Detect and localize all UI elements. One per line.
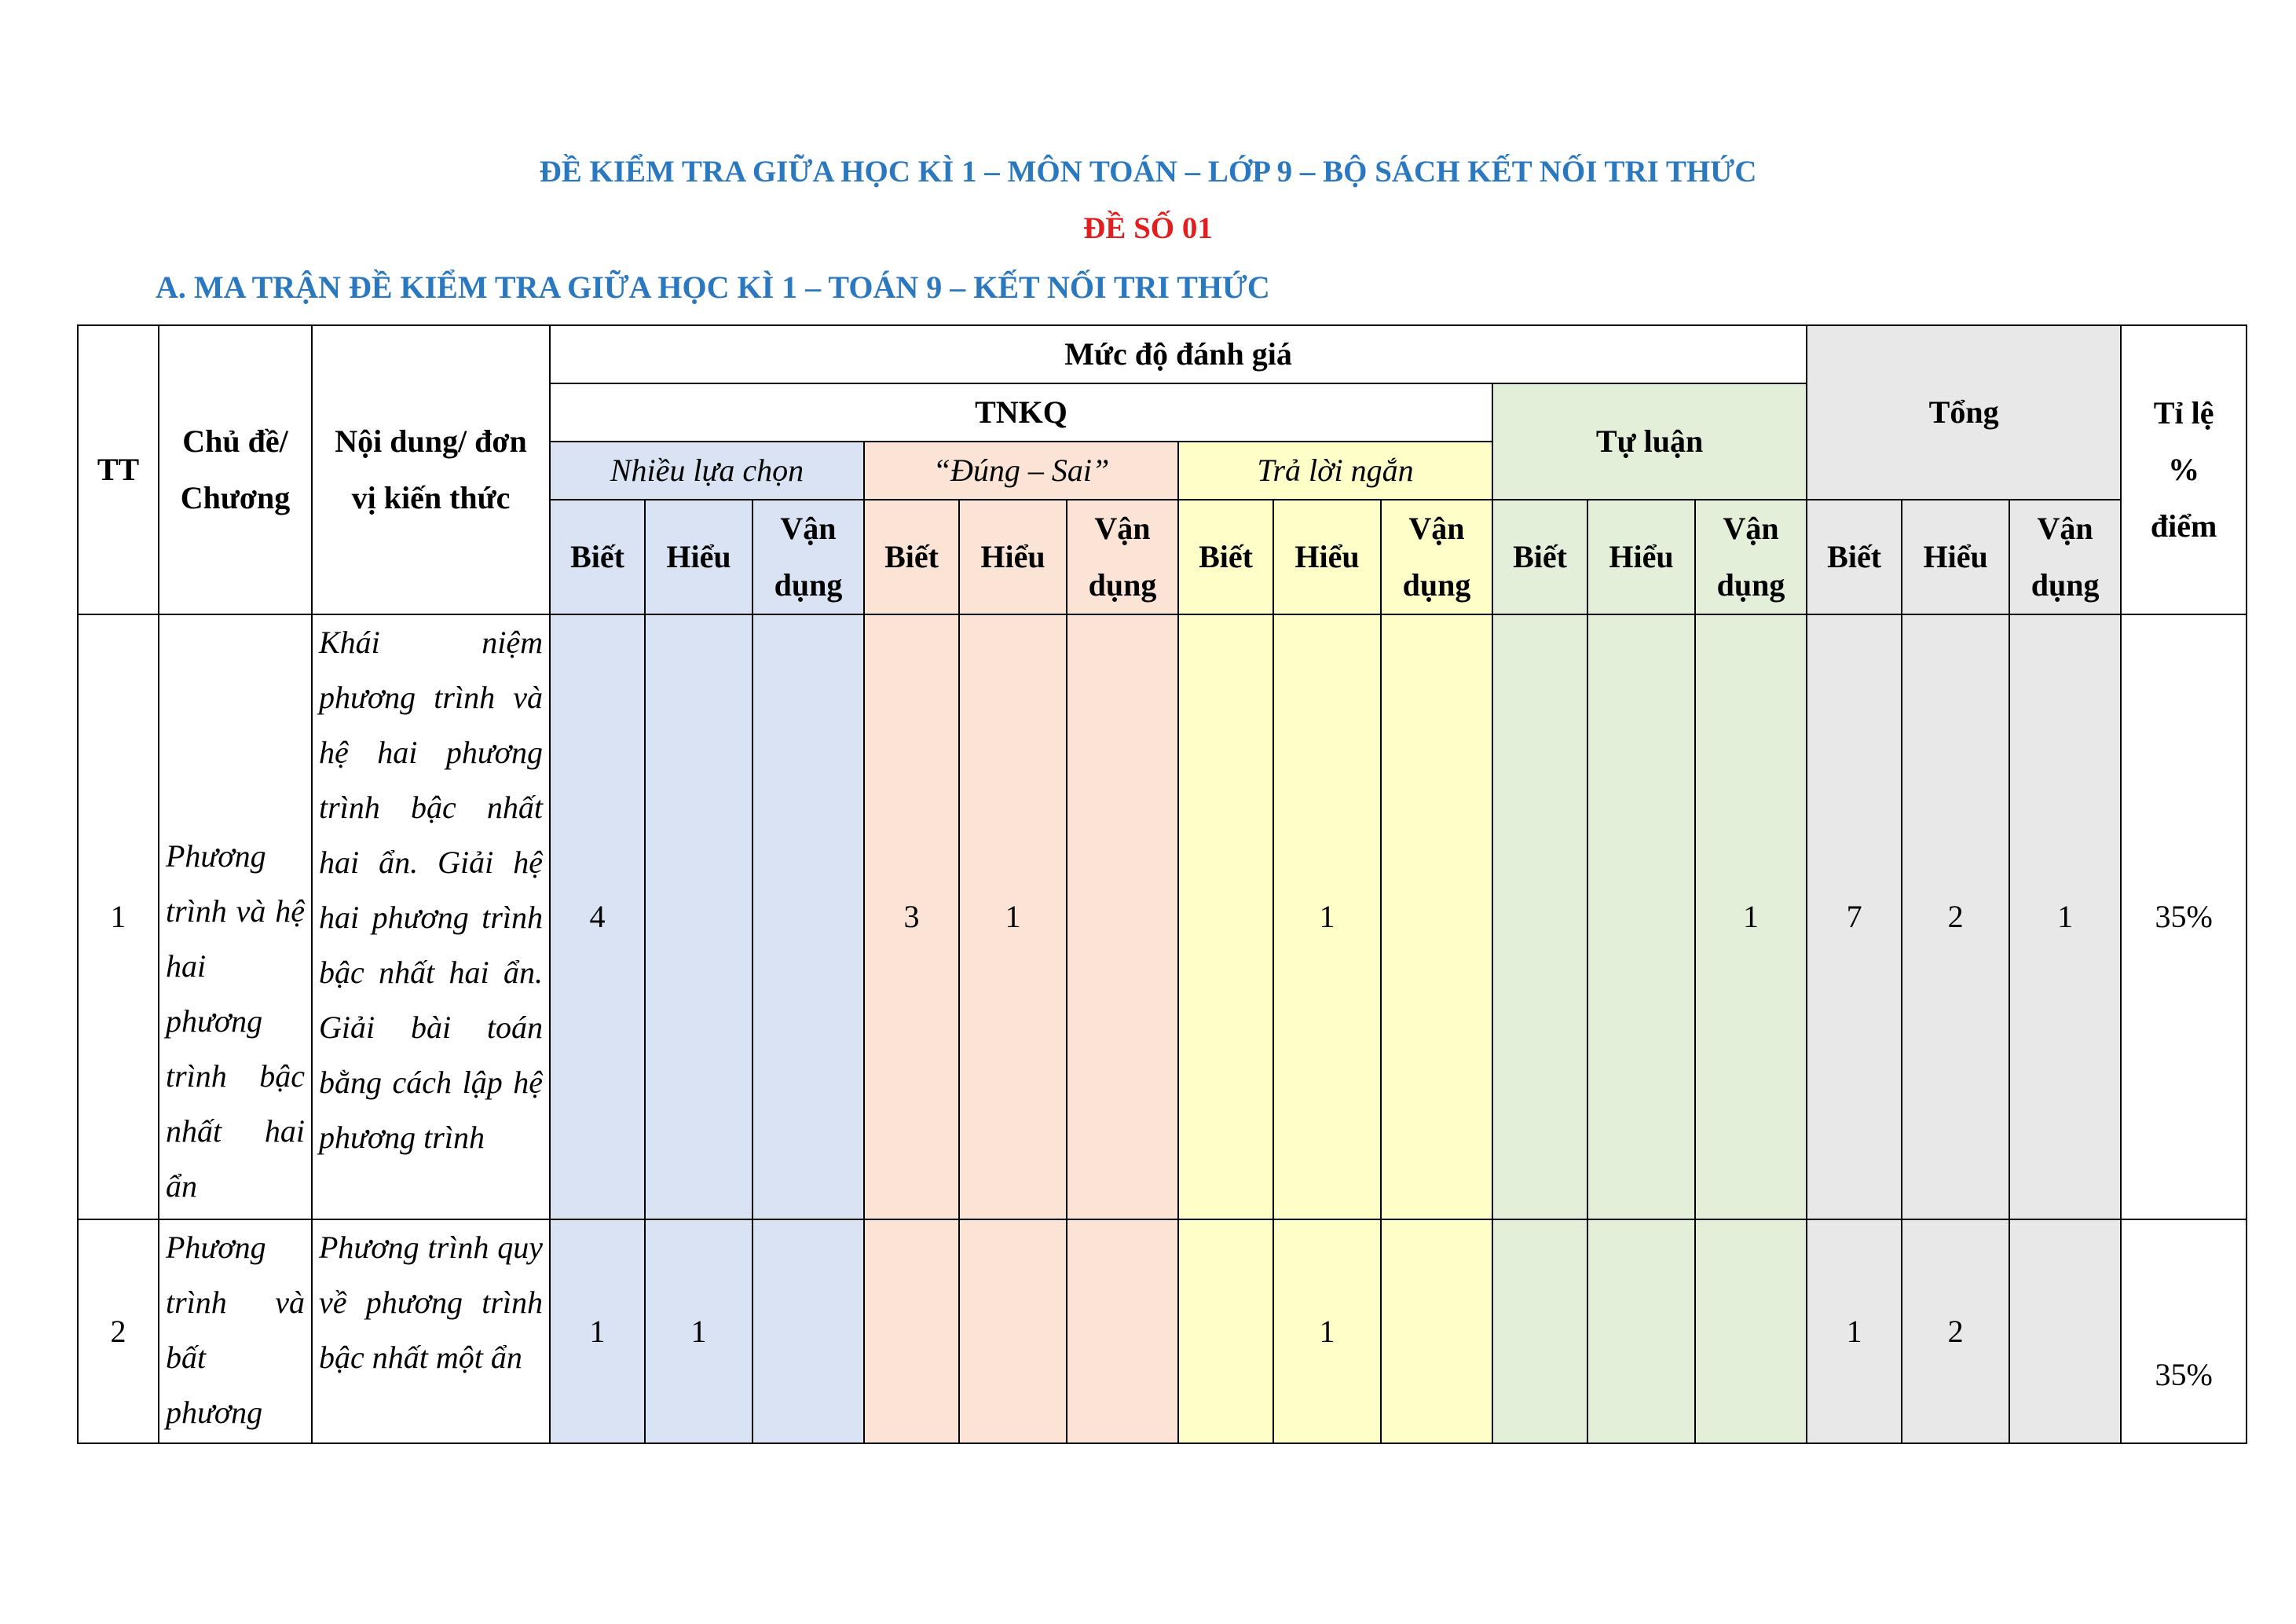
cell-tf-know — [864, 1219, 959, 1443]
cell-short-know — [1178, 614, 1273, 1219]
exam-number: ĐỀ SỐ 01 — [1083, 211, 1213, 245]
cell-short-understand: 1 — [1273, 614, 1381, 1219]
cell-ratio: 35% — [2121, 1219, 2247, 1443]
row-tt: 1 — [78, 614, 159, 1219]
table-row — [78, 1219, 2247, 1443]
cell-total-apply: 1 — [2009, 614, 2121, 1219]
cell-tf-know: 3 — [864, 614, 959, 1219]
document-title: ĐỀ KIỂM TRA GIỮA HỌC KÌ 1 – MÔN TOÁN – LỚP 9 – BỘ SÁCH KẾT NỐI TRI THỨC — [539, 155, 1757, 189]
cell-essay-know — [1492, 614, 1587, 1219]
cell-total-know: 1 — [1807, 1219, 1902, 1443]
cell-tf-apply — [1067, 1219, 1178, 1443]
cell-mc-know: 4 — [550, 614, 645, 1219]
header-topic: Chủ đề/ Chương — [159, 325, 312, 614]
level-know: Biết — [1492, 500, 1587, 614]
header-content: Nội dung/ đơn vị kiến thức — [312, 325, 550, 614]
header-total: Tổng — [1807, 325, 2121, 500]
level-apply: Vận dụng — [1067, 500, 1178, 614]
level-apply: Vận dụng — [2009, 500, 2121, 614]
level-know: Biết — [1178, 500, 1273, 614]
cell-mc-understand — [645, 614, 753, 1219]
level-know: Biết — [550, 500, 645, 614]
cell-essay-understand — [1587, 614, 1695, 1219]
row-content: Phương trình quy về phương trình bậc nhất một ẩn — [312, 1219, 550, 1443]
cell-essay-know — [1492, 1219, 1587, 1443]
cell-essay-apply — [1695, 1219, 1807, 1443]
header-multiple-choice: Nhiều lựa chọn — [550, 442, 864, 500]
cell-total-know: 7 — [1807, 614, 1902, 1219]
cell-short-apply — [1381, 614, 1492, 1219]
row-content: Khái niệm phương trình và hệ hai phương trình bậc nhất hai ẩn. Giải hệ hai phương trình bậc nhất hai ẩn. Giải bài toán bằng cách lập hệ phương trình — [312, 614, 550, 1219]
cell-short-apply — [1381, 1219, 1492, 1443]
cell-mc-understand: 1 — [645, 1219, 753, 1443]
header-ratio: Tỉ lệ % điểm — [2121, 325, 2247, 614]
row-topic: Phương trình và hệ hai phương trình bậc nhất hai ẩn — [159, 614, 312, 1219]
cell-essay-understand — [1587, 1219, 1695, 1443]
header-tt: TT — [78, 325, 159, 614]
level-apply: Vận dụng — [753, 500, 864, 614]
level-know: Biết — [864, 500, 959, 614]
cell-mc-know: 1 — [550, 1219, 645, 1443]
level-apply: Vận dụng — [1695, 500, 1807, 614]
level-understand: Hiểu — [1273, 500, 1381, 614]
header-true-false: “Đúng – Sai” — [864, 442, 1178, 500]
cell-essay-apply: 1 — [1695, 614, 1807, 1219]
level-understand: Hiểu — [1587, 500, 1695, 614]
cell-ratio: 35% — [2121, 614, 2247, 1219]
cell-short-know — [1178, 1219, 1273, 1443]
cell-tf-apply — [1067, 614, 1178, 1219]
level-know: Biết — [1807, 500, 1902, 614]
header-assessment-level: Mức độ đánh giá — [550, 325, 1807, 383]
cell-tf-understand — [959, 1219, 1067, 1443]
row-tt: 2 — [78, 1219, 159, 1443]
level-apply: Vận dụng — [1381, 500, 1492, 614]
level-understand: Hiểu — [645, 500, 753, 614]
cell-total-understand: 2 — [1902, 614, 2009, 1219]
assessment-matrix-table — [77, 324, 2247, 1444]
header-short-answer: Trả lời ngắn — [1178, 442, 1492, 500]
cell-short-understand: 1 — [1273, 1219, 1381, 1443]
level-understand: Hiểu — [959, 500, 1067, 614]
cell-tf-understand: 1 — [959, 614, 1067, 1219]
cell-mc-apply — [753, 1219, 864, 1443]
row-topic: Phương trình và bất phương — [159, 1219, 312, 1443]
level-understand: Hiểu — [1902, 500, 2009, 614]
table-row — [78, 614, 2247, 1219]
section-a-heading: A. MA TRẬN ĐỀ KIỂM TRA GIỮA HỌC KÌ 1 – TOÁN 9 – KẾT NỐI TRI THỨC — [156, 269, 1270, 305]
cell-total-understand: 2 — [1902, 1219, 2009, 1443]
cell-mc-apply — [753, 614, 864, 1219]
header-tnkq: TNKQ — [550, 383, 1492, 442]
header-essay: Tự luận — [1492, 383, 1807, 500]
cell-total-apply — [2009, 1219, 2121, 1443]
